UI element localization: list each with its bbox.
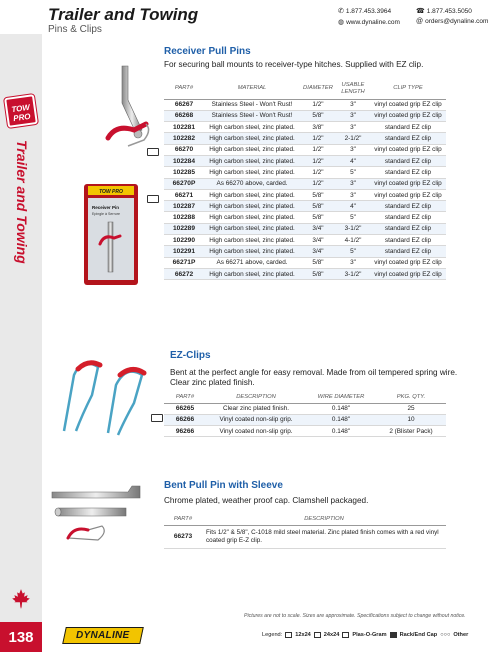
fax-icon: ☎ bbox=[416, 8, 425, 15]
page-number: 138 bbox=[0, 622, 42, 652]
table-cell: Stainless Steel - Won't Rust! bbox=[204, 110, 300, 121]
table-cell: 5" bbox=[336, 167, 370, 178]
part-number-cell: 66265 bbox=[164, 403, 206, 414]
receiver-pin-image bbox=[88, 60, 162, 160]
table-cell: 3" bbox=[336, 178, 370, 189]
table-cell: 3" bbox=[336, 110, 370, 121]
table-cell: 5" bbox=[336, 246, 370, 257]
table-cell: 0.148" bbox=[306, 414, 376, 425]
receiver-pin-package-image bbox=[82, 182, 140, 287]
table-row bbox=[164, 235, 446, 246]
table-cell: High carbon steel, zinc plated. bbox=[204, 189, 300, 200]
table-row bbox=[164, 99, 446, 110]
table-cell: Fits 1/2" & 5/8", C-1018 mild steel material. Zinc plated finish comes with a red vinyl coated grip E-Z clip. bbox=[202, 525, 446, 548]
table-cell: 25 bbox=[376, 403, 446, 414]
table-row bbox=[164, 155, 446, 166]
table-cell: 5/8" bbox=[300, 268, 336, 279]
table-cell: 3/8" bbox=[300, 122, 336, 133]
table-cell: standard EZ clip bbox=[370, 122, 446, 133]
legend-item: Rack/End Cap bbox=[399, 632, 438, 638]
table-cell: standard EZ clip bbox=[370, 133, 446, 144]
table-cell: 3" bbox=[336, 144, 370, 155]
table-row bbox=[164, 257, 446, 268]
table-row bbox=[164, 414, 446, 425]
part-number-cell: 66273 bbox=[164, 525, 202, 548]
table-cell: vinyl coated grip EZ clip bbox=[370, 110, 446, 121]
table-row bbox=[164, 246, 446, 257]
table-row bbox=[164, 178, 446, 189]
table-cell: 2 (Blister Pack) bbox=[376, 426, 446, 437]
bentpin-table bbox=[164, 514, 446, 549]
table-cell: vinyl coated grip EZ clip bbox=[370, 99, 446, 110]
table-cell: High carbon steel, zinc plated. bbox=[204, 246, 300, 257]
table-cell: vinyl coated grip EZ clip bbox=[370, 178, 446, 189]
table-cell: 5/8" bbox=[300, 201, 336, 212]
part-number-cell: 66270P bbox=[164, 178, 204, 189]
column-header: DESCRIPTION bbox=[206, 392, 306, 403]
legend-item: Other bbox=[453, 632, 469, 638]
part-number-cell: 66271P bbox=[164, 257, 204, 268]
table-cell: vinyl coated grip EZ clip bbox=[370, 144, 446, 155]
table-row bbox=[164, 122, 446, 133]
card-pack-icon bbox=[147, 148, 159, 156]
part-number-cell: 102287 bbox=[164, 201, 204, 212]
table-cell: vinyl coated grip EZ clip bbox=[370, 257, 446, 268]
table-cell: As 66270 above, carded. bbox=[204, 178, 300, 189]
website-text: www.dynaline.com bbox=[346, 18, 400, 26]
part-number-cell: 102285 bbox=[164, 167, 204, 178]
website-link[interactable] bbox=[338, 18, 400, 26]
ezclips-section-description: Bent at the perfect angle for easy removal. Made from oil tempered spring wire. Clear zinc plated finish. bbox=[170, 368, 458, 387]
globe-icon: ◍ bbox=[338, 19, 345, 26]
table-row bbox=[164, 426, 446, 437]
dynaline-logo-text: DYNALINE bbox=[76, 630, 130, 641]
legend bbox=[262, 632, 468, 638]
table-cell: High carbon steel, zinc plated. bbox=[204, 144, 300, 155]
table-row bbox=[164, 133, 446, 144]
column-header: PKG. QTY. bbox=[376, 392, 446, 403]
part-number-cell: 66272 bbox=[164, 268, 204, 279]
plas-o-gram-icon bbox=[342, 632, 349, 638]
table-cell: High carbon steel, zinc plated. bbox=[204, 223, 300, 234]
table-cell: 1/2" bbox=[300, 99, 336, 110]
column-header: PART# bbox=[164, 79, 204, 99]
table-cell: 4" bbox=[336, 155, 370, 166]
table-cell: High carbon steel, zinc plated. bbox=[204, 235, 300, 246]
part-number-cell: 66268 bbox=[164, 110, 204, 121]
table-cell: standard EZ clip bbox=[370, 246, 446, 257]
card-pack-icon bbox=[151, 414, 163, 422]
table-cell: 1/2" bbox=[300, 144, 336, 155]
table-cell: standard EZ clip bbox=[370, 212, 446, 223]
table-cell: 3-1/2" bbox=[336, 268, 370, 279]
table-cell: 3" bbox=[336, 122, 370, 133]
column-header: PART# bbox=[164, 514, 202, 525]
table-cell: Vinyl coated non-slip grip. bbox=[206, 426, 306, 437]
column-header: DIAMETER bbox=[300, 79, 336, 99]
table-cell: 1/2" bbox=[300, 178, 336, 189]
table-cell: 5/8" bbox=[300, 212, 336, 223]
table-header-row bbox=[164, 392, 446, 403]
legend-item: Plas-O-Gram bbox=[352, 632, 387, 638]
svg-text:TOW PRO: TOW PRO bbox=[99, 189, 123, 195]
table-cell: 1/2" bbox=[300, 167, 336, 178]
part-number-cell: 66266 bbox=[164, 414, 206, 425]
page-subtitle: Pins & Clips bbox=[48, 24, 102, 35]
table-cell: Clear zinc plated finish. bbox=[206, 403, 306, 414]
part-number-cell: 102290 bbox=[164, 235, 204, 246]
other-icon: ○○○ bbox=[440, 632, 451, 638]
table-cell: standard EZ clip bbox=[370, 235, 446, 246]
table-cell: 10 bbox=[376, 414, 446, 425]
phone-number-1: 1.877.453.3964 bbox=[345, 7, 392, 15]
ez-clips-image bbox=[52, 345, 152, 437]
sidebar-top bbox=[0, 0, 42, 34]
table-row bbox=[164, 268, 446, 279]
table-cell: 0.148" bbox=[306, 403, 376, 414]
table-cell: standard EZ clip bbox=[370, 201, 446, 212]
page-title: Trailer and Towing bbox=[48, 5, 199, 24]
table-cell: 5/8" bbox=[300, 189, 336, 200]
table-cell: High carbon steel, zinc plated. bbox=[204, 201, 300, 212]
table-cell: 3" bbox=[336, 189, 370, 200]
phone-number-2: 1.877.453.5050 bbox=[426, 7, 472, 15]
table-row bbox=[164, 403, 446, 414]
column-header: WIRE DIAMETER bbox=[306, 392, 376, 403]
email-text: orders@dynaline.com bbox=[425, 18, 489, 25]
legend-label: Legend: bbox=[262, 632, 283, 638]
receiver-section-description: For securing ball mounts to receiver-type hitches. Supplied with EZ clip. bbox=[164, 60, 424, 69]
card-pack-icon bbox=[147, 195, 159, 203]
table-cell: 3/4" bbox=[300, 235, 336, 246]
part-number-cell: 102282 bbox=[164, 133, 204, 144]
table-cell: 3/4" bbox=[300, 246, 336, 257]
table-row bbox=[164, 167, 446, 178]
part-number-cell: 102281 bbox=[164, 122, 204, 133]
part-number-cell: 102291 bbox=[164, 246, 204, 257]
table-cell: Stainless Steel - Won't Rust! bbox=[204, 99, 300, 110]
table-row bbox=[164, 110, 446, 121]
table-cell: High carbon steel, zinc plated. bbox=[204, 122, 300, 133]
bent-pull-pin-image bbox=[48, 478, 160, 546]
table-row bbox=[164, 525, 446, 548]
svg-text:Receiver Pin: Receiver Pin bbox=[92, 205, 120, 210]
table-row bbox=[164, 144, 446, 155]
tow-pro-logo: TOW PRO bbox=[4, 94, 38, 128]
phone-icon: ✆ bbox=[338, 8, 344, 15]
table-cell: standard EZ clip bbox=[370, 167, 446, 178]
table-cell: 3-1/2" bbox=[336, 223, 370, 234]
sidebar-vertical-title bbox=[2, 140, 42, 264]
ezclips-table bbox=[164, 392, 446, 437]
pegboard-12x24-icon bbox=[285, 632, 292, 638]
legend-item: 24x24 bbox=[323, 632, 340, 638]
rack-end-cap-icon bbox=[390, 632, 397, 638]
part-number-cell: 102284 bbox=[164, 155, 204, 166]
table-cell: 0.148" bbox=[306, 426, 376, 437]
ezclips-section-title: EZ-Clips bbox=[170, 350, 211, 361]
dynaline-logo bbox=[62, 627, 144, 644]
table-cell: vinyl coated grip EZ clip bbox=[370, 189, 446, 200]
table-cell: 3/4" bbox=[300, 223, 336, 234]
pegboard-24x24-icon bbox=[314, 632, 321, 638]
table-cell: 1/2" bbox=[300, 155, 336, 166]
receiver-pins-table bbox=[164, 79, 446, 280]
part-number-cell: 96266 bbox=[164, 426, 206, 437]
table-cell: 2-1/2" bbox=[336, 133, 370, 144]
table-cell: 4-1/2" bbox=[336, 235, 370, 246]
receiver-section-title: Receiver Pull Pins bbox=[164, 46, 251, 57]
bentpin-section-title: Bent Pull Pin with Sleeve bbox=[164, 480, 283, 491]
table-cell: As 66271 above, carded. bbox=[204, 257, 300, 268]
part-number-cell: 66270 bbox=[164, 144, 204, 155]
part-number-cell: 102288 bbox=[164, 212, 204, 223]
table-header-row bbox=[164, 79, 446, 99]
table-cell: 4" bbox=[336, 201, 370, 212]
column-header: DESCRIPTION bbox=[202, 514, 446, 525]
table-row bbox=[164, 189, 446, 200]
column-header: PART# bbox=[164, 392, 206, 403]
part-number-cell: 66271 bbox=[164, 189, 204, 200]
table-cell: High carbon steel, zinc plated. bbox=[204, 212, 300, 223]
footnote: Pictures are not to scale. Sizes are approximate. Specifications subject to change without notice. bbox=[244, 613, 466, 619]
legend-item: 12x24 bbox=[295, 632, 311, 638]
table-cell: standard EZ clip bbox=[370, 223, 446, 234]
table-row bbox=[164, 223, 446, 234]
table-cell: High carbon steel, zinc plated. bbox=[204, 133, 300, 144]
sidebar-vertical-title-text: Trailer and Towing bbox=[14, 140, 30, 264]
column-header: MATERIAL bbox=[204, 79, 300, 99]
table-cell: 3" bbox=[336, 257, 370, 268]
maple-leaf-icon bbox=[10, 588, 32, 610]
table-row bbox=[164, 201, 446, 212]
bentpin-section-description: Chrome plated, weather proof cap. Clamshell packaged. bbox=[164, 496, 369, 505]
email-link[interactable] bbox=[416, 18, 488, 25]
table-row bbox=[164, 212, 446, 223]
email-icon: @ bbox=[416, 18, 424, 25]
table-cell: 5/8" bbox=[300, 257, 336, 268]
table-cell: vinyl coated grip EZ clip bbox=[370, 268, 446, 279]
table-cell: 3" bbox=[336, 99, 370, 110]
part-number-cell: 66267 bbox=[164, 99, 204, 110]
table-cell: High carbon steel, zinc plated. bbox=[204, 155, 300, 166]
column-header: USABLE LENGTH bbox=[336, 79, 370, 99]
part-number-cell: 102289 bbox=[164, 223, 204, 234]
table-cell: High carbon steel, zinc plated. bbox=[204, 268, 300, 279]
table-cell: High carbon steel, zinc plated. bbox=[204, 167, 300, 178]
table-cell: 5/8" bbox=[300, 110, 336, 121]
table-cell: 5" bbox=[336, 212, 370, 223]
table-header-row bbox=[164, 514, 446, 525]
table-cell: standard EZ clip bbox=[370, 155, 446, 166]
table-cell: 1/2" bbox=[300, 133, 336, 144]
table-cell: Vinyl coated non-slip grip. bbox=[206, 414, 306, 425]
svg-text:Epingle à Serrure: Epingle à Serrure bbox=[92, 212, 120, 216]
column-header: CLIP TYPE bbox=[370, 79, 446, 99]
phone-contact-1[interactable] bbox=[338, 7, 391, 15]
fax-contact[interactable] bbox=[416, 7, 472, 15]
